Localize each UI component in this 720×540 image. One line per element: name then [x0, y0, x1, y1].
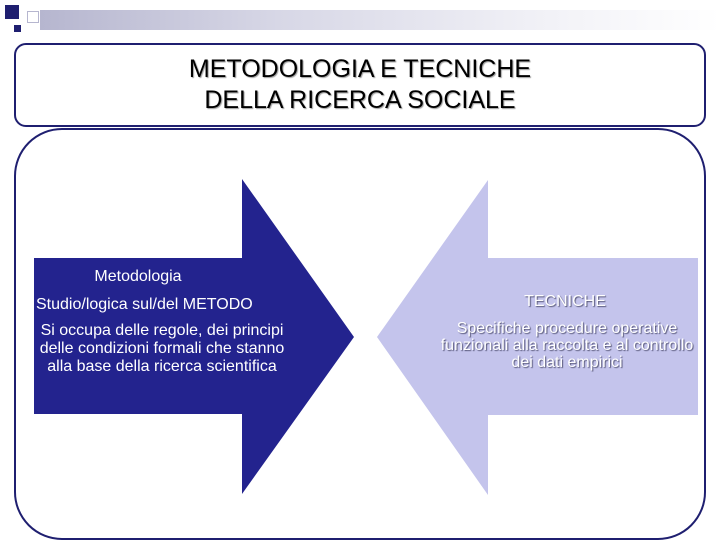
tecniche-text-block — [432, 258, 698, 414]
metodologia-body: Si occupa delle regole, dei principi delle condizioni formali che stanno alla base della ricerca scientifica — [39, 322, 285, 375]
metodologia-text-block — [34, 258, 285, 414]
metodologia-subtitle: Studio/logica sul/del METODO — [36, 296, 253, 313]
tecniche-heading: TECNICHE — [524, 293, 606, 310]
title-line-2: DELLA RICERCA SOCIALE — [204, 86, 516, 114]
title-line-1: METODOLOGIA E TECNICHE — [188, 55, 532, 83]
tecniche-body: Specifiche procedure operative funzionali alla raccolta e al controllo dei dati empirici — [440, 320, 694, 371]
metodologia-heading: Metodologia — [94, 268, 182, 285]
